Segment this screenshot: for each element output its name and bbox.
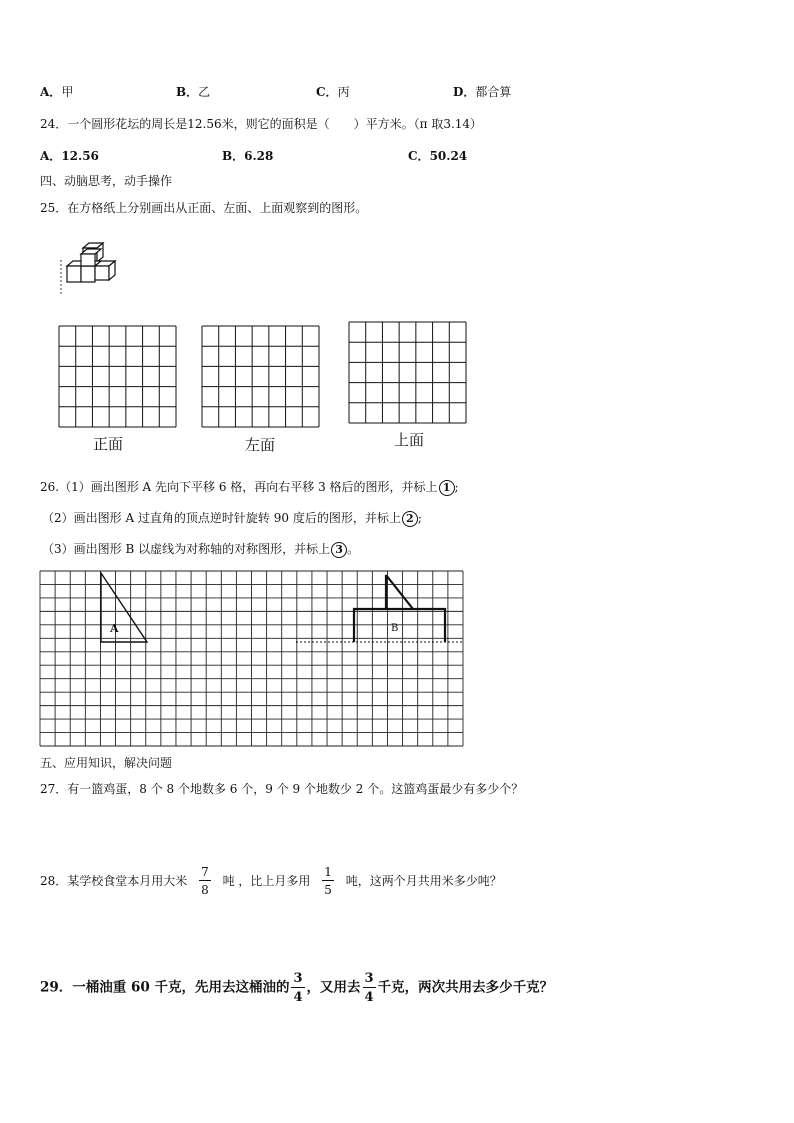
q28-text-1: 28．某学校食堂本月用大米 [40,874,188,888]
q24-option-c [408,147,467,164]
q24-option-a [40,147,99,164]
question-28 [40,866,502,896]
q26-line-3: （3）画出图形 B 以虚线为对称轴的对称图形，并标上 [42,542,331,556]
shape-b [354,575,445,642]
question-24: 24．一个圆形花坛的周长是12.56米，则它的面积是（ ）平方米。（π 取3.14） [40,117,483,131]
fraction-numerator: 3 [293,971,303,986]
section-4-title: 四、动脑思考，动手操作 [40,174,173,188]
option-text: 都合算 [475,85,512,99]
left-view-label: 左面 [245,436,276,454]
shape-a-label: A [110,622,119,635]
q23-option-c [316,83,350,100]
fraction-3-4 [291,972,304,1004]
fraction-numerator: 7 [201,865,209,879]
transformation-grid[interactable] [40,571,464,747]
q29-text-3: 千克，两次共用去多少千克？ [377,979,554,996]
q24-option-b [222,147,273,164]
option-text: 甲 [61,85,74,99]
question-27: 27．有一篮鸡蛋，8 个 8 个地数多 6 个，9 个 9 个地数少 2 个。这篮鸡蛋最少有多少个？ [40,782,524,796]
question-26-part-2: （2）画出图形 A 过直角的顶点逆时针旋转 90 度后的图形，并标上 2 ; [42,511,422,525]
q23-option-a [40,83,73,100]
question-26-part-1: 26.（1）画出图形 A 先向下平移 6 格，再向右平移 3 格后的图形，并标上 1 ; [40,480,459,494]
option-key: D． [453,85,476,99]
option-key: A． [40,149,62,163]
fraction-denominator: 5 [324,883,332,897]
fraction-1-5 [322,866,334,896]
fraction-numerator: 3 [364,971,374,986]
cube-figure [55,240,125,300]
q23-option-b [176,83,210,100]
q29-text-1: 29．一桶油重 60 千克，先用去这桶油的 [40,979,290,996]
circled-number-1: 1 [439,480,455,496]
front-view-grid[interactable] [59,326,177,428]
fraction-3-4-kg [363,972,376,1004]
question-26-part-3: （3）画出图形 B 以虚线为对称轴的对称图形，并标上 3 。 [42,542,360,556]
option-key: C． [316,85,338,99]
q28-text-3: 吨，这两个月共用米多少吨？ [345,874,502,888]
q29-text-2: ，又用去 [306,979,361,996]
option-text: 50.24 [429,149,468,163]
fraction-numerator: 1 [324,865,332,879]
circled-number-3: 3 [331,542,347,558]
fraction-7-8 [199,866,211,896]
fraction-denominator: 4 [364,990,374,1005]
option-text: 12.56 [61,149,99,163]
option-key: C． [408,149,430,163]
option-key: B． [222,149,245,163]
q23-option-d [453,83,511,100]
q28-text-2: 吨 ，比上月多用 [222,874,311,888]
option-text: 乙 [198,85,211,99]
top-view-grid[interactable] [349,322,467,424]
left-view-grid[interactable] [202,326,320,428]
q26-line-2: （2）画出图形 A 过直角的顶点逆时针旋转 90 度后的图形，并标上 [42,511,401,525]
option-key: B． [176,85,199,99]
question-29 [40,972,553,1004]
shape-b-label: B [391,623,399,634]
front-view-label: 正面 [93,435,124,453]
section-5-title: 五、应用知识，解决问题 [40,756,173,770]
option-key: A． [40,85,62,99]
question-25: 25．在方格纸上分别画出从正面、左面、上面观察到的图形。 [40,201,368,215]
circled-number-2: 2 [402,511,418,527]
option-text: 丙 [337,85,350,99]
option-text: 6.28 [244,149,274,163]
top-view-label: 上面 [394,431,425,449]
q26-line-1: 26.（1）画出图形 A 先向下平移 6 格，再向右平移 3 格后的图形，并标上 [40,480,438,494]
shape-a-triangle [101,573,147,642]
fraction-denominator: 4 [293,990,303,1005]
fraction-denominator: 8 [201,883,209,897]
